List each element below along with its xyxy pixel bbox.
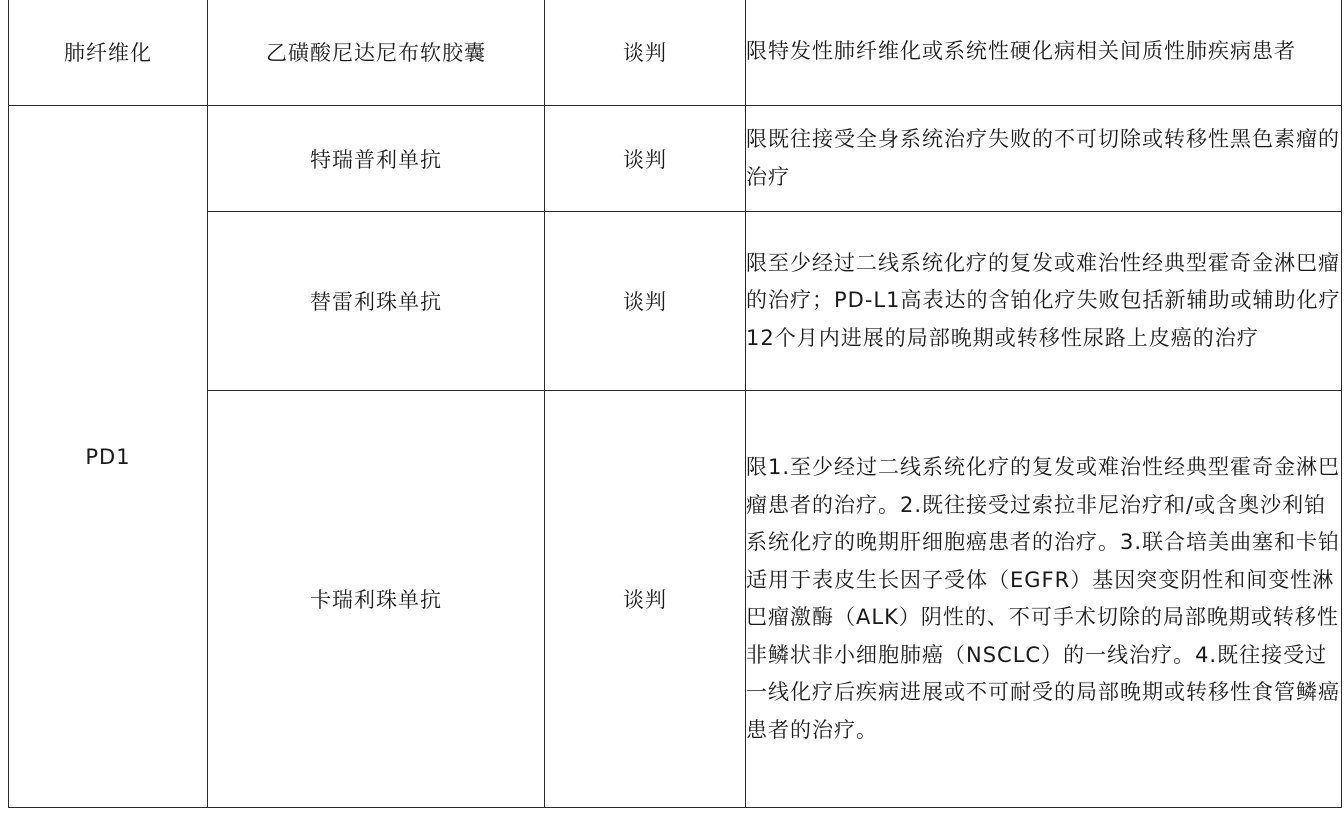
table-row	[9, 212, 1342, 391]
restriction-note-text: 限1.至少经过二线系统化疗的复发或难治性经典型霍奇金淋巴瘤患者的治疗。2.既往接受过索拉非尼治疗和/或含奥沙利铂系统化疗的晚期肝细胞癌患者的治疗。3.联合培美曲塞和卡铂适用于表皮生长因子受体（EGFR）基因突变阴性和间变性淋巴瘤激酶（ALK）阴性的、不可手术切除的局部晚期或转移性非鳞状非小细胞肺癌（NSCLC）的一线治疗。4.既往接受过一线化疗后疾病进展或不可耐受的局部晚期或转移性食管鳞癌患者的治疗。	[746, 455, 1341, 742]
restriction-note-cell	[746, 106, 1342, 212]
drug-table	[8, 0, 1342, 808]
table-row	[9, 106, 1342, 212]
drug-name-cell: 乙磺酸尼达尼布软胶囊	[208, 0, 545, 106]
payment-type-cell: 谈判	[545, 212, 746, 391]
restriction-note-cell	[746, 212, 1342, 391]
payment-type-cell: 谈判	[545, 0, 746, 106]
payment-type-cell: 谈判	[545, 391, 746, 808]
restriction-note-cell	[746, 391, 1342, 808]
drug-name-cell: 特瑞普利单抗	[208, 106, 545, 212]
drug-name-cell: 替雷利珠单抗	[208, 212, 545, 391]
category-cell: PD1	[9, 106, 208, 808]
restriction-note-cell	[746, 0, 1342, 106]
payment-type-cell: 谈判	[545, 106, 746, 212]
table-row	[9, 391, 1342, 808]
restriction-note-text: 限至少经过二线系统化疗的复发或难治性经典型霍奇金淋巴瘤的治疗；PD-L1高表达的含铂化疗失败包括新辅助或辅助化疗12个月内进展的局部晚期或转移性尿路上皮癌的治疗	[746, 250, 1341, 350]
category-cell: 肺纤维化	[9, 0, 208, 106]
restriction-note-text: 限既往接受全身系统治疗失败的不可切除或转移性黑色素瘤的治疗	[746, 127, 1340, 189]
restriction-note-text: 限特发性肺纤维化或系统性硬化病相关间质性肺疾病患者	[746, 39, 1296, 64]
table-row	[9, 0, 1342, 106]
drug-name-cell: 卡瑞利珠单抗	[208, 391, 545, 808]
